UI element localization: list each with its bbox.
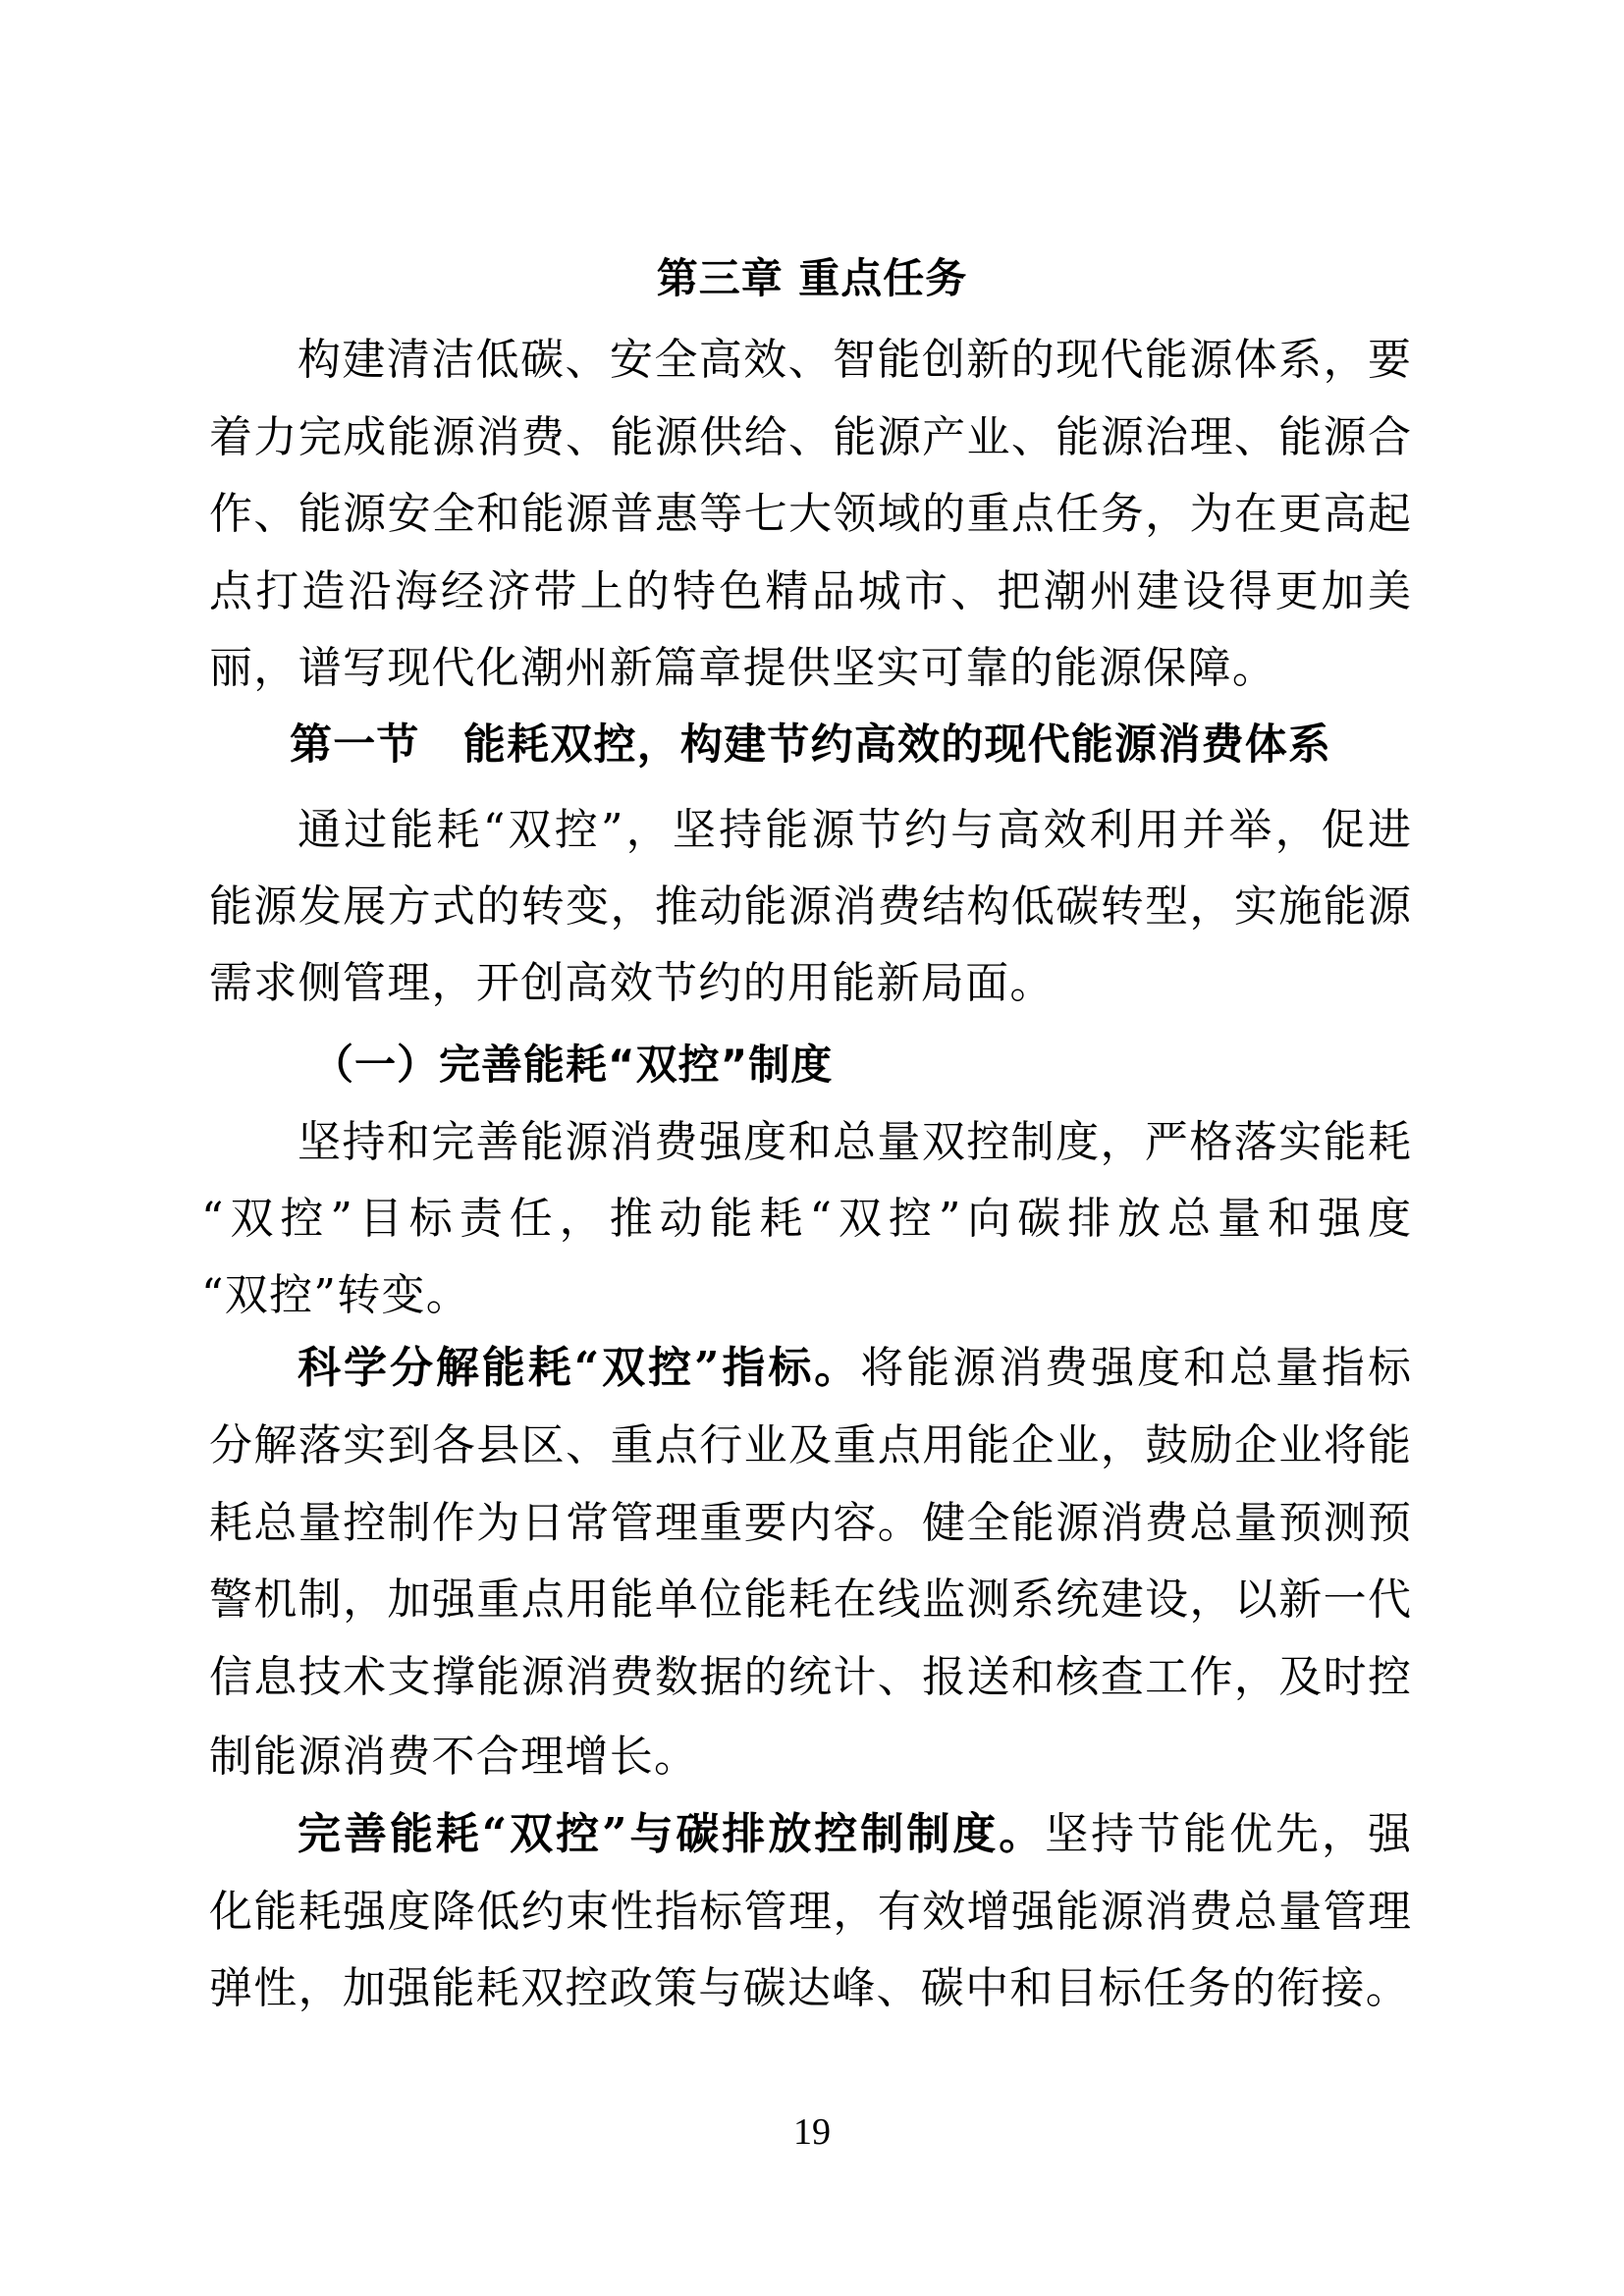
- page-number: 19: [793, 2111, 831, 2153]
- item-2-line-2: 化能耗强度降低约束性指标管理，有效增强能源消费总量管理: [209, 1887, 1411, 1937]
- intro-line-5: 丽，谱写现代化潮州新篇章提供坚实可靠的能源保障。: [209, 643, 1277, 693]
- intro-line-1: 构建清洁低碳、安全高效、智能创新的现代能源体系，要: [298, 335, 1411, 385]
- item-1-first-line-rest: 将能源消费强度和总量指标: [860, 1343, 1411, 1393]
- section-para-line-2: 能源发展方式的转变，推动能源消费结构低碳转型，实施能源: [209, 881, 1411, 932]
- subsection-para-line-1: 坚持和完善能源消费强度和总量双控制度，严格落实能耗: [298, 1117, 1411, 1167]
- subsection-para-line-2: “双控”目标责任，推动能耗“双控”向碳排放总量和强度: [201, 1194, 1411, 1244]
- subsection-heading: （一）完善能耗“双控”制度: [312, 1041, 834, 1089]
- section-para-line-1: 通过能耗“双控”，坚持能源节约与高效利用并举，促进: [298, 805, 1411, 855]
- intro-line-4: 点打造沿海经济带上的特色精品城市、把潮州建设得更加美: [209, 566, 1411, 616]
- subsection-para-line-3: “双控”转变。: [201, 1270, 471, 1320]
- item-1-line-2: 分解落实到各县区、重点行业及重点用能企业，鼓励企业将能: [209, 1420, 1411, 1470]
- item-2-first-line-rest: 坚持节能优先，强: [1045, 1809, 1412, 1859]
- item-2-line-1: [298, 1795, 1411, 1873]
- item-1-line-4: 警机制，加强重点用能单位能耗在线监测系统建设，以新一代: [209, 1575, 1411, 1625]
- item-1-line-5: 信息技术支撑能源消费数据的统计、报送和核查工作，及时控: [209, 1652, 1411, 1702]
- item-2-lead: 完善能耗“双控”与碳排放控制制度。: [298, 1809, 1046, 1859]
- item-2-line-3: 弹性，加强能耗双控政策与碳达峰、碳中和目标任务的衔接。: [209, 1963, 1411, 2013]
- item-1-line-3: 耗总量控制作为日常管理重要内容。健全能源消费总量预测预: [209, 1498, 1411, 1548]
- intro-line-3: 作、能源安全和能源普惠等七大领域的重点任务，为在更高起: [209, 489, 1411, 539]
- item-1-lead: 科学分解能耗“双控”指标。: [298, 1343, 861, 1393]
- section-para-line-3: 需求侧管理，开创高效节约的用能新局面。: [209, 958, 1055, 1008]
- item-1-line-1: [298, 1329, 1411, 1407]
- item-1-line-6: 制能源消费不合理增长。: [209, 1732, 699, 1782]
- chapter-title: 第三章 重点任务: [656, 254, 968, 302]
- section-heading: 第一节 能耗双控，构建节约高效的现代能源消费体系: [290, 721, 1330, 770]
- intro-line-2: 着力完成能源消费、能源供给、能源产业、能源治理、能源合: [209, 412, 1411, 462]
